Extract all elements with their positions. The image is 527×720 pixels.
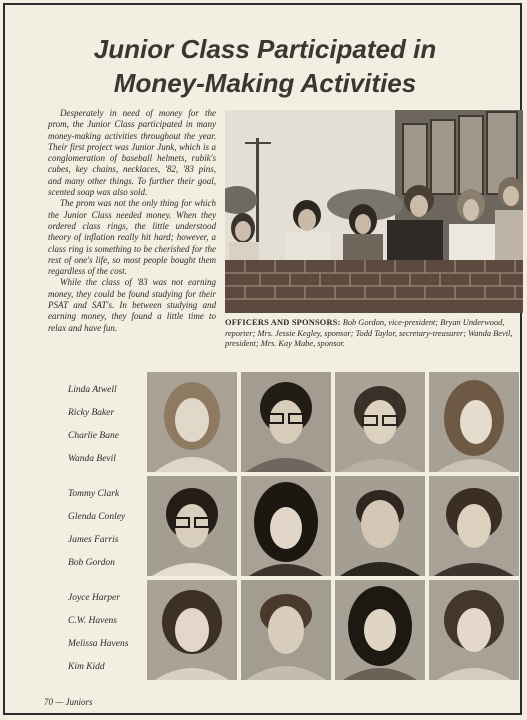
- portrait-photo: [147, 476, 237, 576]
- student-name: C.W. Havens: [68, 616, 117, 626]
- student-name: James Farris: [68, 535, 119, 545]
- portrait-photo: [429, 372, 519, 472]
- group-photo-caption: [225, 318, 521, 350]
- title-line-1: Junior Class Participated in: [93, 34, 437, 64]
- portrait-photo: [429, 580, 519, 680]
- page-footer: 70 — Juniors: [44, 697, 93, 707]
- portrait-photo: [429, 476, 519, 576]
- student-name: Charlie Bane: [68, 431, 119, 441]
- group-photo-illustration: [225, 110, 523, 313]
- caption-text: Bob Gordon, vice-president; Bryan Underwood, reporter; Mrs. Jessie Kegley, sponsor; Todd Taylor, secretary-treasurer; Wanda Bevil, president; Mrs. Kay Mabe, sponsor.: [225, 318, 513, 349]
- caption-label: OFFICERS AND SPONSORS:: [225, 318, 341, 327]
- portrait-photo: [241, 476, 331, 576]
- article-paragraph: While the class of '83 was not earning money, they could be found studying for their PSAT and SAT's. In between studying and earning money, they found a little time to relax and have fun.: [48, 277, 216, 333]
- student-name: Bob Gordon: [68, 558, 115, 568]
- student-name: Kim Kidd: [68, 662, 105, 672]
- article-paragraph: Desperately in need of money for the prom, the Junior Class participated in many money-making activities throughout the year. Their first project was Junior Junk, which is a conglomeration of baseball helmets, rubik's cubes, key chains, necklaces, '82, '83 pins, and many other things. To further their goal, scented soap was also sold.: [48, 108, 216, 198]
- portrait-photo: [335, 580, 425, 680]
- student-name: Ricky Baker: [68, 408, 115, 418]
- article-body: [48, 108, 216, 334]
- portrait-photo: [241, 580, 331, 680]
- article-paragraph: The prom was not the only thing for which the Junior Class needed money. When they ordered class rings, the little understood theory of inflation really hit hard; however, a class ring is something to be cherished for the rest of one's life, so most people bought them regardless of the cost.: [48, 198, 216, 277]
- portrait-grid: [145, 370, 517, 680]
- student-name: Wanda Bevil: [68, 454, 116, 464]
- student-name: Joyce Harper: [68, 593, 120, 603]
- student-name: Melissa Havens: [68, 639, 129, 649]
- page-title: [40, 32, 490, 100]
- portrait-photo: [241, 372, 331, 472]
- student-name: Glenda Conley: [68, 512, 126, 522]
- officers-group-photo: [225, 110, 523, 313]
- portrait-photo: [335, 476, 425, 576]
- portrait-photo: [147, 372, 237, 472]
- portrait-photo: [335, 372, 425, 472]
- student-name: Linda Atwell: [68, 385, 117, 395]
- portrait-photo: [147, 580, 237, 680]
- title-line-2: Money-Making Activities: [113, 68, 417, 98]
- student-name: Tommy Clark: [68, 489, 120, 499]
